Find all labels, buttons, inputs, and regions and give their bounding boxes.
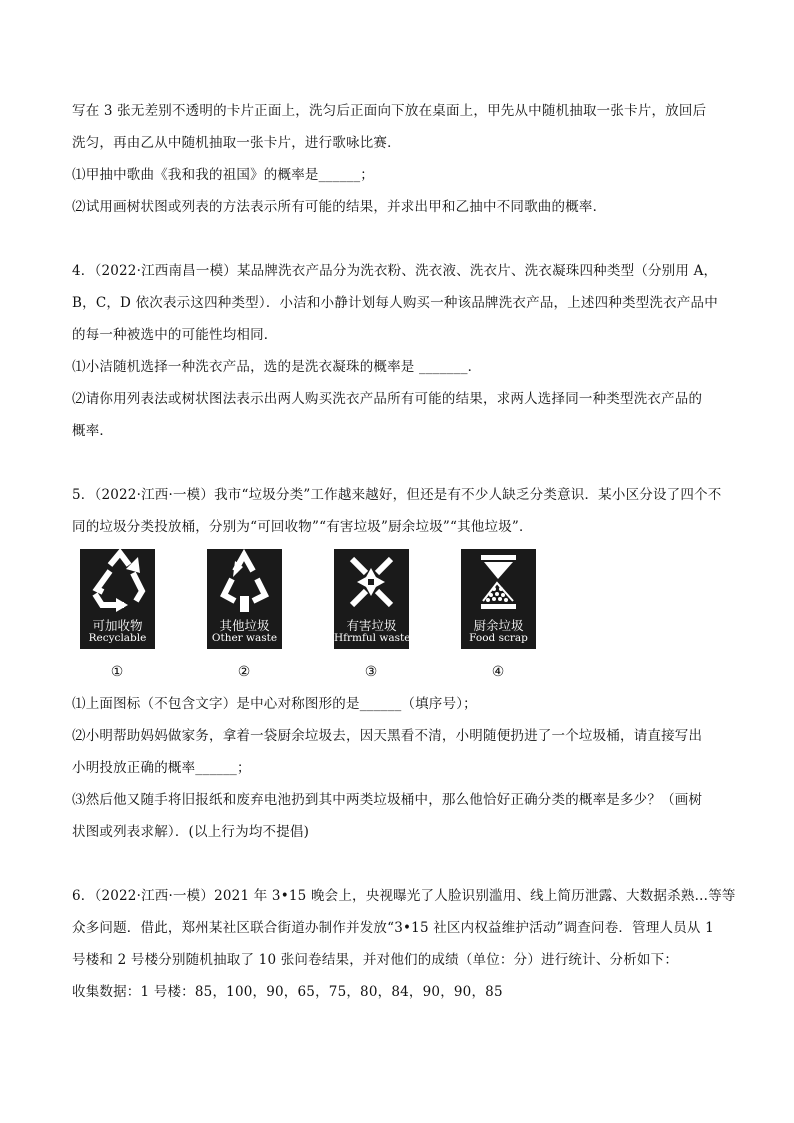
- q3-text-line-1: 写在 3 张无差别不透明的卡片正面上，洗匀后正面向下放在桌面上，甲先从中随机抽取一张卡片，放回后: [72, 103, 707, 119]
- q4-stem-line-2: B，C，D 依次表示这四种类型）．小洁和小静计划每人购买一种该品牌洗衣产品，上述四种类型洗衣产品中: [72, 295, 718, 311]
- other-waste-icon: [207, 549, 282, 615]
- bin-chinese-label: 其他垃圾: [219, 618, 270, 633]
- food-scrap-icon: [461, 549, 536, 615]
- bin-english-label: Food scrap: [469, 632, 528, 644]
- q5-part-2-line-1: ⑵小明帮助妈妈做家务，拿着一袋厨余垃圾去，因天黑看不清，小明随便扔进了一个垃圾桶，请直接写出: [72, 728, 703, 744]
- bin-number-4: ④: [491, 664, 505, 680]
- bin-number-1: ①: [110, 664, 124, 680]
- bin-english-label: Recyclable: [88, 632, 147, 644]
- bin-chinese-label: 有害垃圾: [346, 618, 397, 633]
- q5-part-2-line-2: 小明投放正确的概率______；: [72, 760, 251, 776]
- waste-bin-other: [207, 549, 282, 649]
- q5-stem-line-1: 5．（2022·江西·一模）我市“垃圾分类”工作越来越好，但还是有不少人缺乏分类意识．某小区分设了四个不: [72, 487, 722, 503]
- q5-part-3-line-2: 状图或列表求解）．(以上行为均不提倡): [72, 824, 310, 840]
- q5-part-1: ⑴上面图标（不包含文字）是中心对称图形的是______（填序号）；: [72, 696, 477, 712]
- q6-stem-line-1: 6．（2022·江西·一模）2021 年 3•15 晚会上，央视曝光了人脸识别滥用、线上简历泄露、大数据杀熟…等等: [72, 888, 736, 904]
- recycle-icon: [80, 549, 155, 615]
- q3-text-line-2: 洗匀，再由乙从中随机抽取一张卡片，进行歌咏比赛．: [72, 135, 401, 151]
- bin-number-3: ③: [364, 664, 378, 680]
- q5-part-3-line-1: ⑶然后他又随手将旧报纸和废弃电池扔到其中两类垃圾桶中，那么他恰好正确分类的概率是多少？（画树: [72, 792, 703, 808]
- q4-part-1: ⑴小洁随机选择一种洗衣产品，选的是洗衣凝珠的概率是 _______．: [72, 359, 482, 375]
- bin-chinese-label: 厨余垃圾: [473, 618, 524, 633]
- bin-chinese-label: 可加收物: [92, 618, 143, 633]
- waste-bin-food-scrap: [461, 549, 536, 649]
- bin-number-2: ②: [237, 664, 251, 680]
- q4-part-2-line-2: 概率．: [72, 423, 114, 439]
- bin-english-label: Hfrmful waste: [334, 632, 411, 644]
- q3-part-1: ⑴甲抽中歌曲《我和我的祖国》的概率是______；: [72, 167, 374, 183]
- q6-stem-line-2: 众多问题．借此，郑州某社区联合街道办制作并发放“3•15 社区内权益维护活动”调查问卷．管理人员从 1: [72, 920, 714, 936]
- q4-stem-line-1: 4．（2022·江西南昌一模）某品牌洗衣产品分为洗衣粉、洗衣液、洗衣片、洗衣凝珠四种类型（分别用 A，: [72, 263, 718, 279]
- waste-bin-recyclable: [80, 549, 155, 649]
- q4-stem-line-3: 的每一种被选中的可能性均相同．: [72, 327, 278, 343]
- q3-part-2: ⑵试用画树状图或列表的方法表示所有可能的结果，并求出甲和乙抽中不同歌曲的概率．: [72, 199, 607, 215]
- harmful-waste-icon: [334, 549, 409, 615]
- waste-bin-harmful: [334, 549, 409, 649]
- q6-stem-line-3: 号楼和 2 号楼分别随机抽取了 10 张问卷结果，并对他们的成绩（单位：分）进行统计、分析如下：: [72, 952, 679, 968]
- q4-part-2-line-1: ⑵请你用列表法或树状图法表示出两人购买洗衣产品所有可能的结果，求两人选择同一种类型洗衣产品的: [72, 391, 703, 407]
- q5-stem-line-2: 同的垃圾分类投放桶，分别为“可回收物”“有害垃圾”厨余垃圾”“其他垃圾”．: [72, 519, 533, 535]
- q6-stem-line-4: 收集数据：1 号楼：85，100，90，65，75，80，84，90，90，85: [72, 984, 503, 1000]
- bin-english-label: Other waste: [211, 632, 278, 644]
